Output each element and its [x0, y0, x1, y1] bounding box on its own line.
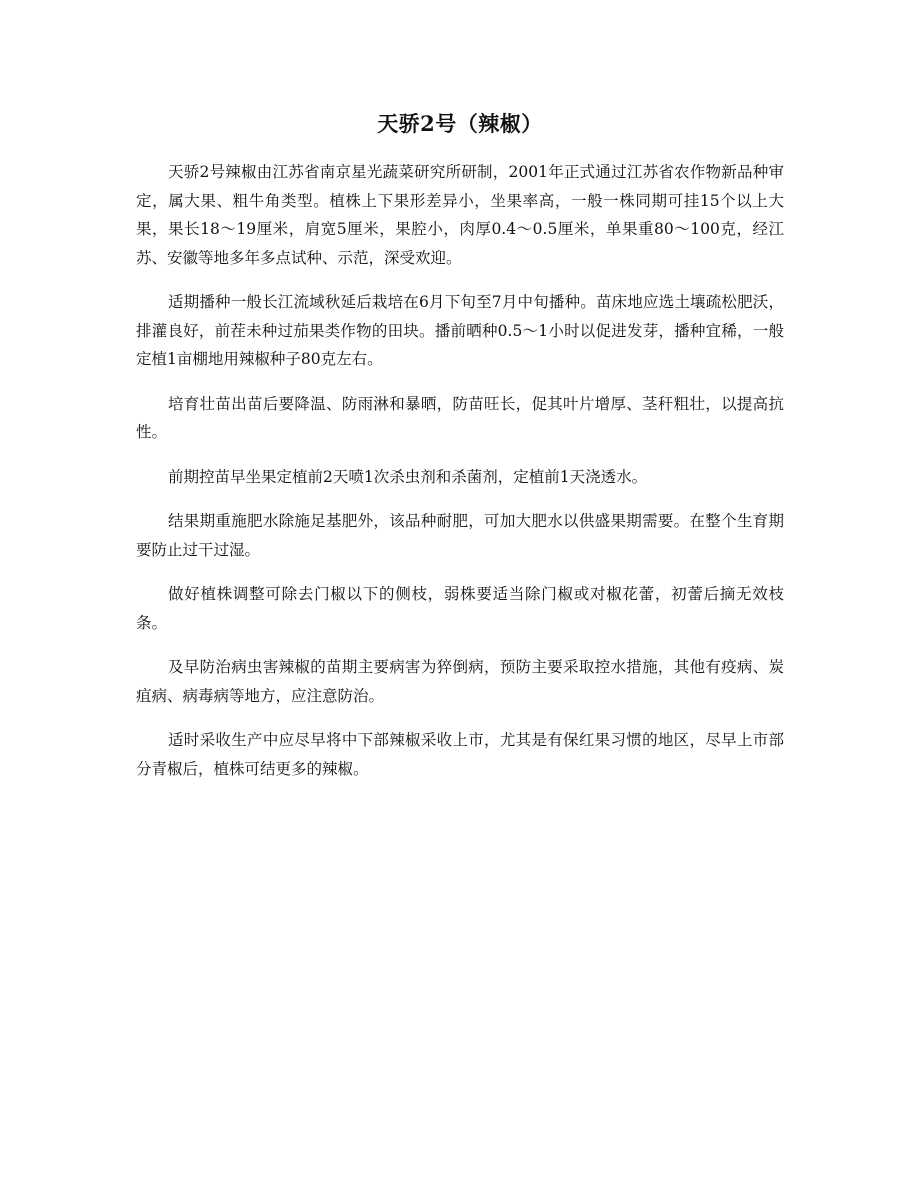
paragraph-early-control: 前期控苗早坐果定植前2天喷1次杀虫剂和杀菌剂，定植前1天浇透水。 [168, 467, 648, 486]
document-page [136, 108, 784, 799]
paragraph-seedlings: 培育壮苗出苗后要降温、防雨淋和暴晒，防苗旺长，促其叶片增厚、茎秆粗壮，以提高抗性。 [136, 394, 784, 441]
document-title: 天骄2号（辣椒） [377, 111, 543, 136]
paragraph-variety-intro: 天骄2号辣椒由江苏省南京星光蔬菜研究所研制，2001年正式通过江苏省农作物新品种审定，属大果、粗牛角类型。植株上下果形差异小，坐果率高，一般一株同期可挂15个以上大果，果长18～19厘米，肩宽5厘米，果腔小，肉厚0.4～0.5厘米，单果重80～100克，经江苏、安徽等地多年多点试种、示范，深受欢迎。 [136, 163, 784, 267]
paragraph-harvest: 适时采收生产中应尽早将中下部辣椒采收上市，尤其是有保红果习惯的地区，尽早上市部分青椒后，植株可结更多的辣椒。 [136, 731, 784, 778]
paragraph-fertilizing: 结果期重施肥水除施足基肥外，该品种耐肥，可加大肥水以供盛果期需要。在整个生育期要防止过干过湿。 [136, 512, 784, 559]
paragraph-plant-adjustment: 做好植株调整可除去门椒以下的侧枝，弱株要适当除门椒或对椒花蕾，初蕾后摘无效枝条。 [136, 585, 784, 632]
paragraph-sowing: 适期播种一般长江流域秋延后栽培在6月下旬至7月中旬播种。苗床地应选土壤疏松肥沃，排灌良好，前茬未种过茄果类作物的田块。播前晒种0.5～1小时以促进发芽，播种宜稀，一般定植1亩棚地用辣椒种子80克左右。 [136, 293, 784, 368]
paragraph-pest-control: 及早防治病虫害辣椒的苗期主要病害为猝倒病，预防主要采取控水措施，其他有疫病、炭疽病、病毒病等地方，应注意防治。 [136, 658, 784, 705]
